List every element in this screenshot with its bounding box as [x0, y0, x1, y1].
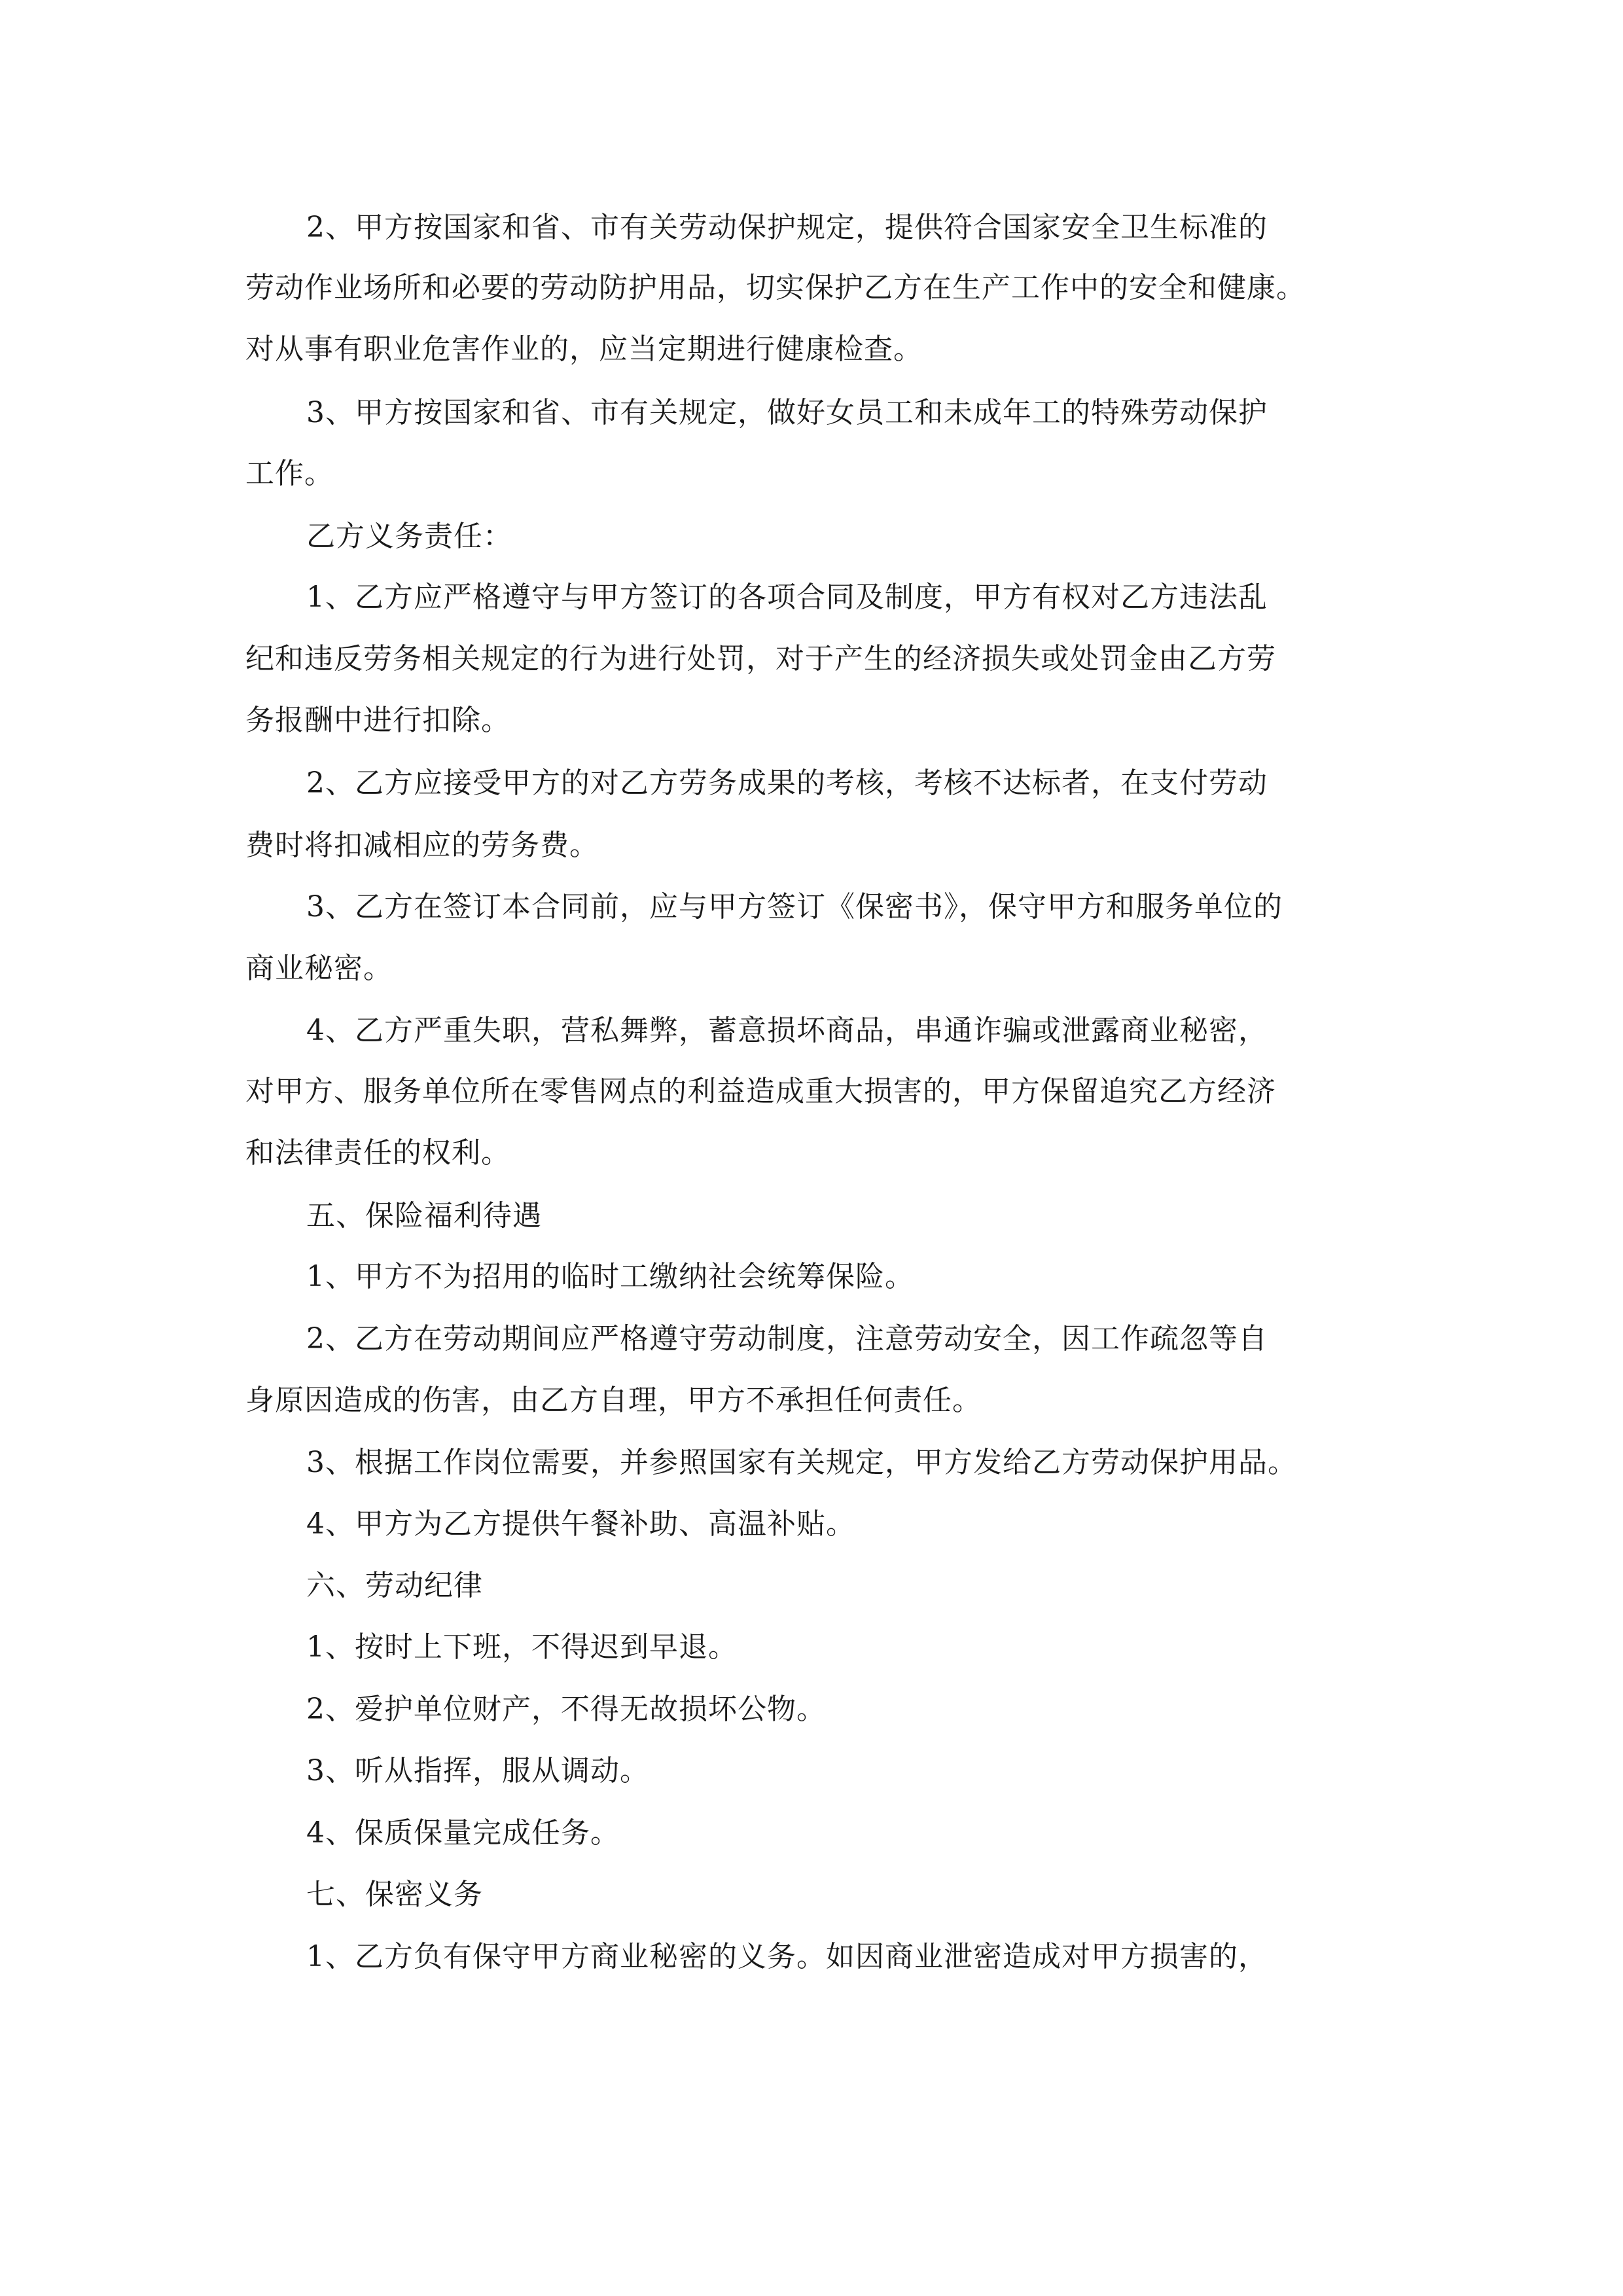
- paragraph-line: 2、乙方应接受甲方的对乙方劳务成果的考核，考核不达标者，在支付劳动: [306, 766, 1268, 800]
- paragraph-line: 身原因造成的伤害，由乙方自理，甲方不承担任何责任。: [245, 1384, 982, 1417]
- paragraph-line: 4、乙方严重失职，营私舞弊，蓄意损坏商品，串通诈骗或泄露商业秘密，: [306, 1014, 1268, 1047]
- paragraph-line: 2、爱护单位财产，不得无故损坏公物。: [306, 1693, 826, 1726]
- paragraph-line: 1、乙方负有保守甲方商业秘密的义务。如因商业泄密造成对甲方损害的，: [306, 1940, 1268, 1973]
- paragraph-line: 商业秘密。: [245, 952, 393, 985]
- paragraph-line: 纪和违反劳务相关规定的行为进行处罚，对于产生的经济损失或处罚金由乙方劳: [245, 642, 1276, 675]
- paragraph-line: 2、乙方在劳动期间应严格遵守劳动制度，注意劳动安全，因工作疏忽等自: [306, 1322, 1268, 1355]
- paragraph-line: 3、乙方在签订本合同前，应与甲方签订《保密书》，保守甲方和服务单位的: [306, 890, 1283, 924]
- paragraph-line: 1、乙方应严格遵守与甲方签订的各项合同及制度，甲方有权对乙方违法乱: [306, 581, 1268, 614]
- section-heading: 乙方义务责任：: [306, 520, 512, 553]
- paragraph-line: 劳动作业场所和必要的劳动防护用品，切实保护乙方在生产工作中的安全和健康。: [245, 271, 1306, 304]
- paragraph-line: 3、根据工作岗位需要，并参照国家有关规定，甲方发给乙方劳动保护用品。: [306, 1446, 1297, 1479]
- section-heading: 七、保密义务: [306, 1878, 483, 1911]
- paragraph-line: 工作。: [245, 457, 334, 490]
- paragraph-line: 务报酬中进行扣除。: [245, 704, 510, 737]
- paragraph-line: 4、甲方为乙方提供午餐补助、高温补贴。: [306, 1507, 855, 1541]
- paragraph-line: 1、甲方不为招用的临时工缴纳社会统筹保险。: [306, 1260, 914, 1293]
- paragraph-line: 对从事有职业危害作业的，应当定期进行健康检查。: [245, 332, 923, 366]
- paragraph-line: 2、甲方按国家和省、市有关劳动保护规定，提供符合国家安全卫生标准的: [306, 211, 1268, 244]
- section-heading: 五、保险福利待遇: [306, 1199, 542, 1232]
- paragraph-line: 费时将扣减相应的劳务费。: [245, 829, 599, 862]
- paragraph-line: 3、甲方按国家和省、市有关规定，做好女员工和未成年工的特殊劳动保护: [306, 396, 1268, 429]
- paragraph-line: 1、按时上下班，不得迟到早退。: [306, 1630, 738, 1664]
- section-heading: 六、劳动纪律: [306, 1569, 483, 1602]
- paragraph-line: 4、保质保量完成任务。: [306, 1816, 620, 1850]
- paragraph-line: 对甲方、服务单位所在零售网点的利益造成重大损害的，甲方保留追究乙方经济: [245, 1075, 1276, 1108]
- paragraph-line: 和法律责任的权利。: [245, 1136, 510, 1170]
- paragraph-line: 3、听从指挥，服从调动。: [306, 1754, 649, 1787]
